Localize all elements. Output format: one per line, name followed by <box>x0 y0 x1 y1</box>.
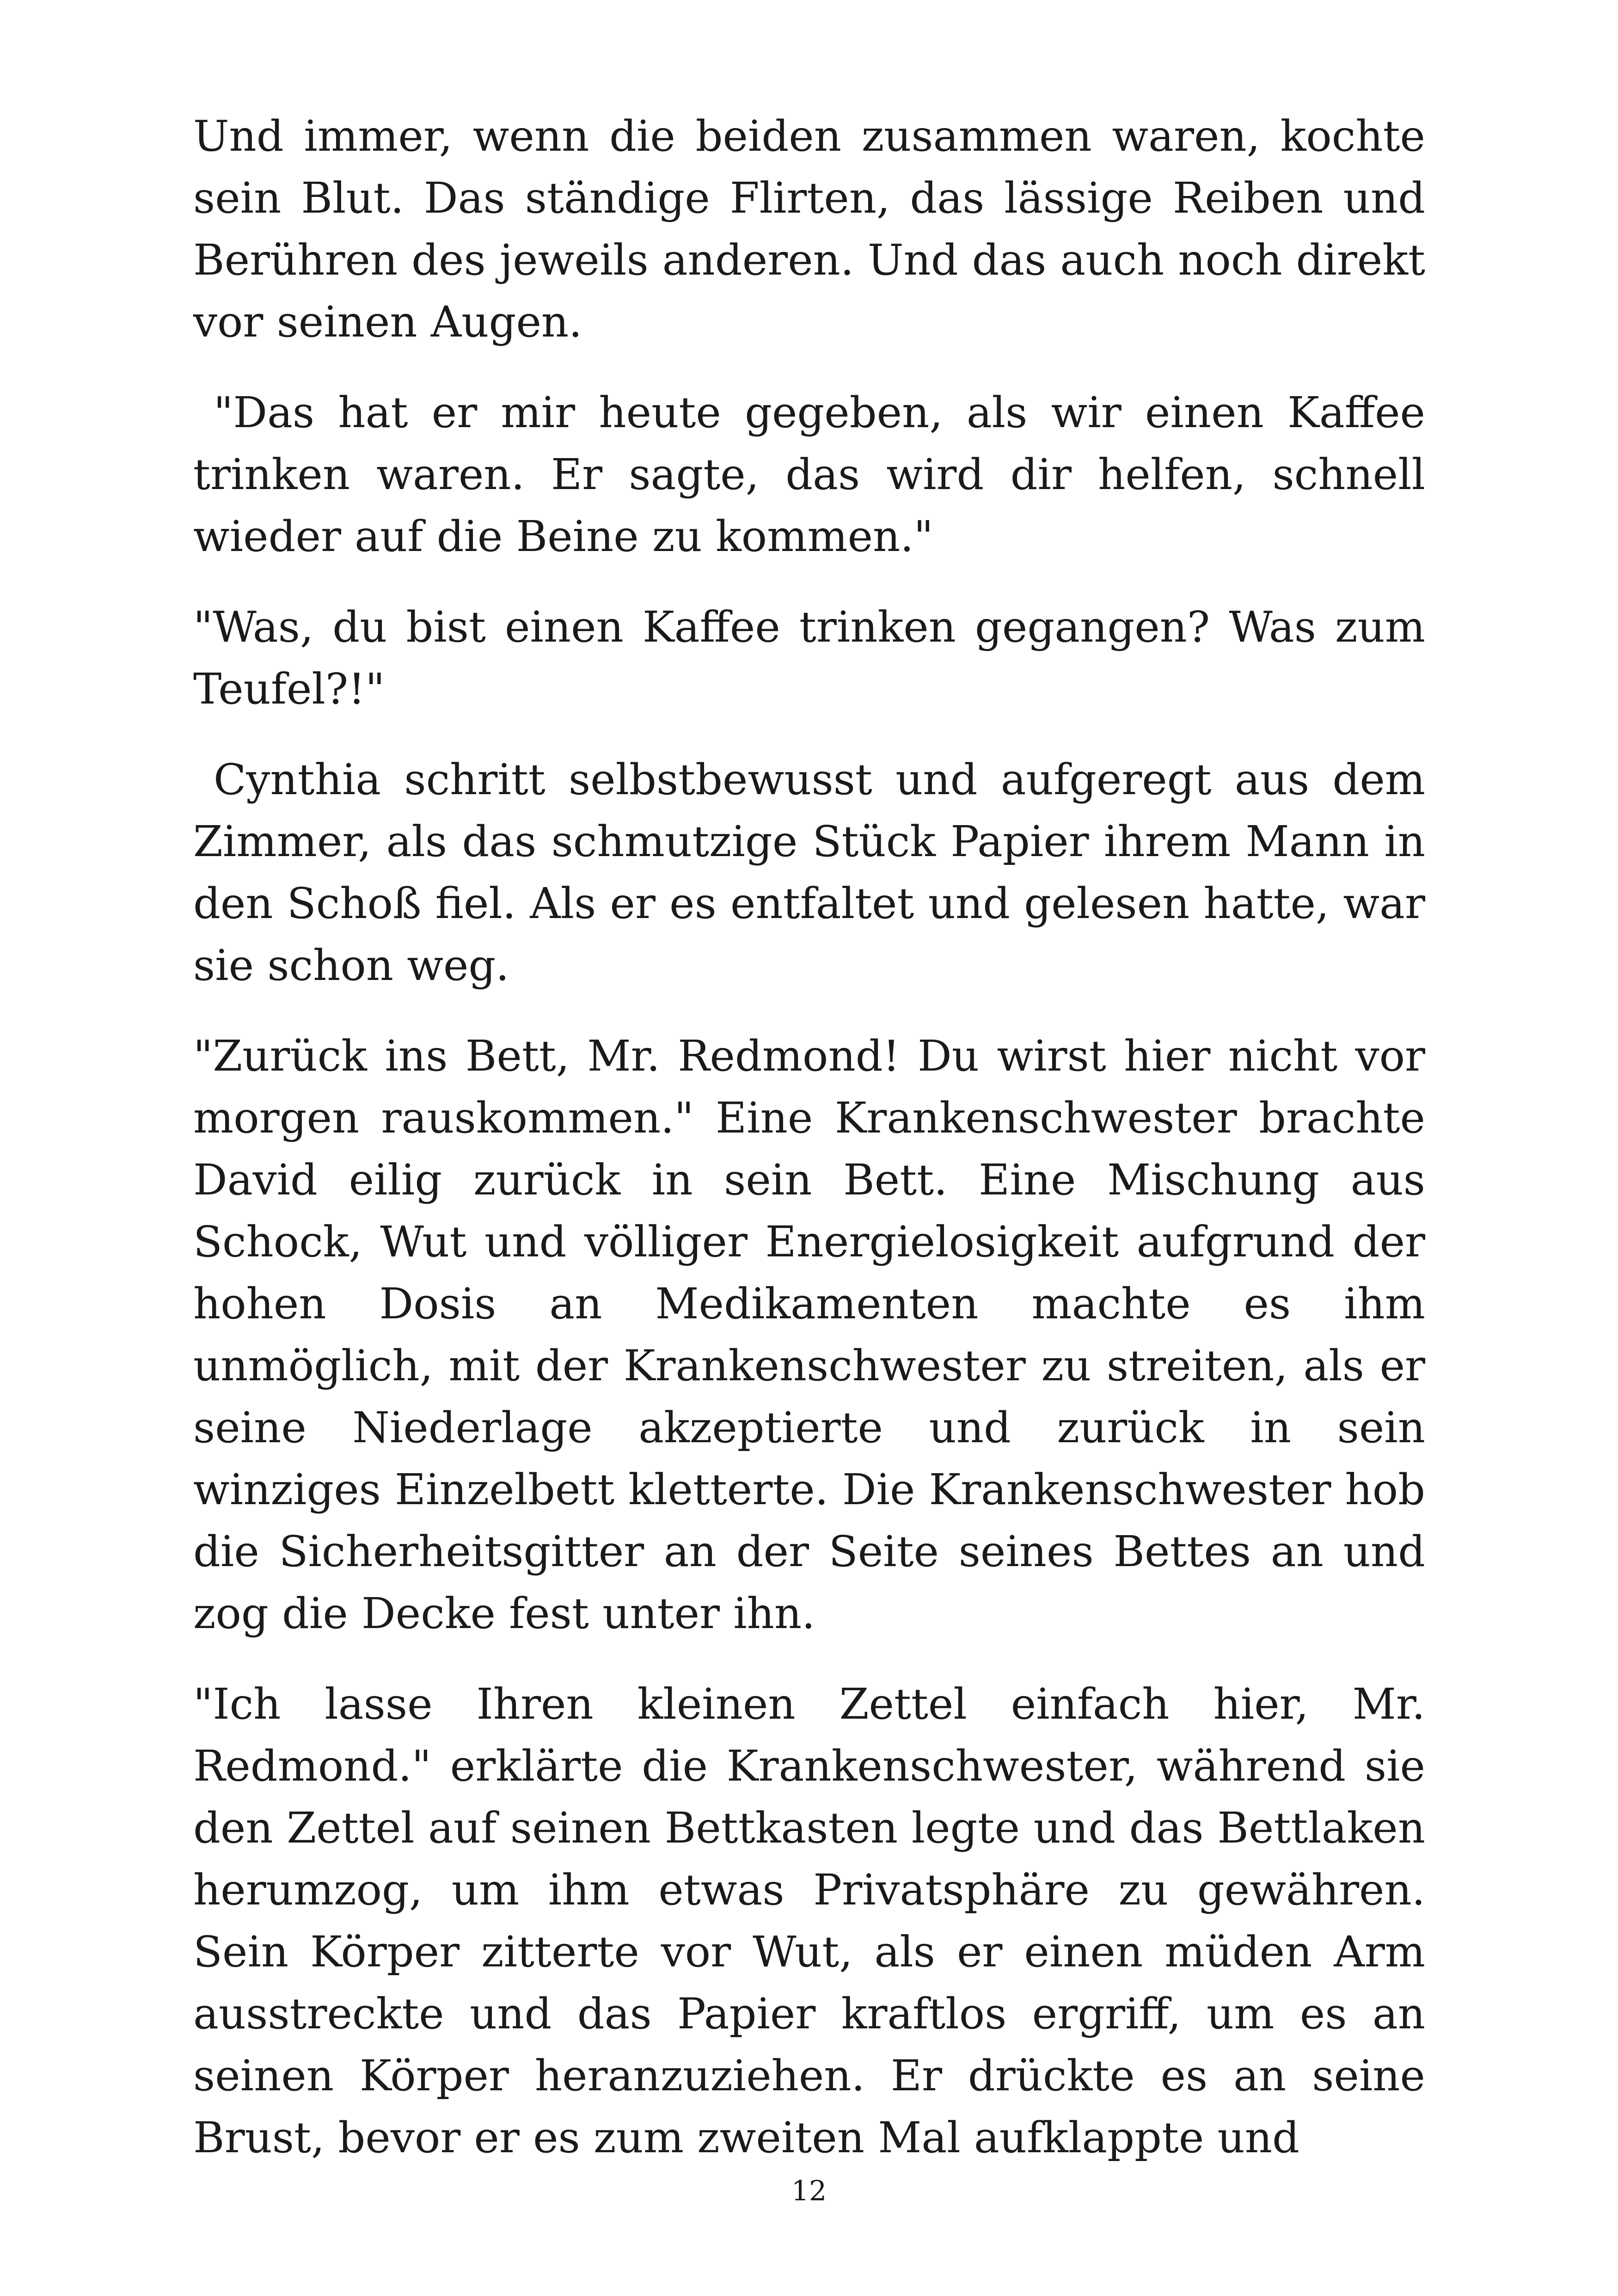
paragraph-5: "Zurück ins Bett, Mr. Redmond! Du wirst hier nicht vor morgen rauskommen." Eine Krankenschwester brachte David eilig zurück in sein Bett. Eine Mischung aus Schock, Wut und völliger Energielosigkeit aufgrund der hohen Dosis an Medikamenten machte es ihm unmöglich, mit der Krankenschwester zu streiten, als er seine Niederlage akzeptierte und zurück in sein winziges Einzelbett kletterte. Die Krankenschwester hob die Sicherheitsgitter an der Seite seines Bettes an und zog die Decke fest unter ihn. <box>193 1031 1425 1638</box>
body-text <box>193 105 1425 2198</box>
paragraph-4: Cynthia schritt selbstbewusst und aufgeregt aus dem Zimmer, als das schmutzige Stück Papier ihrem Mann in den Schoß fiel. Als er es entfaltet und gelesen hatte, war sie schon weg. <box>193 755 1425 990</box>
paragraph-3: "Was, du bist einen Kaffee trinken gegangen? Was zum Teufel?!" <box>193 602 1425 714</box>
paragraph-1: Und immer, wenn die beiden zusammen waren, kochte sein Blut. Das ständige Flirten, das lässige Reiben und Berühren des jeweils anderen. Und das auch noch direkt vor seinen Augen. <box>193 111 1425 347</box>
page-number: 12 <box>791 2175 827 2207</box>
paragraph-6: "Ich lasse Ihren kleinen Zettel einfach hier, Mr. Redmond." erklärte die Krankenschwester, während sie den Zettel auf seinen Bettkasten legte und das Bettlaken herumzog, um ihm etwas Privatsphäre zu gewähren. Sein Körper zitterte vor Wut, als er einen müden Arm ausstreckte und das Papier kraftlos ergriff, um es an seinen Körper heranzuziehen. Er drückte es an seine Brust, bevor er es zum zweiten Mal aufklappte und <box>193 1679 1425 2162</box>
paragraph-2: "Das hat er mir heute gegeben, als wir einen Kaffee trinken waren. Er sagte, das wird dir helfen, schnell wieder auf die Beine zu kommen." <box>193 388 1425 561</box>
